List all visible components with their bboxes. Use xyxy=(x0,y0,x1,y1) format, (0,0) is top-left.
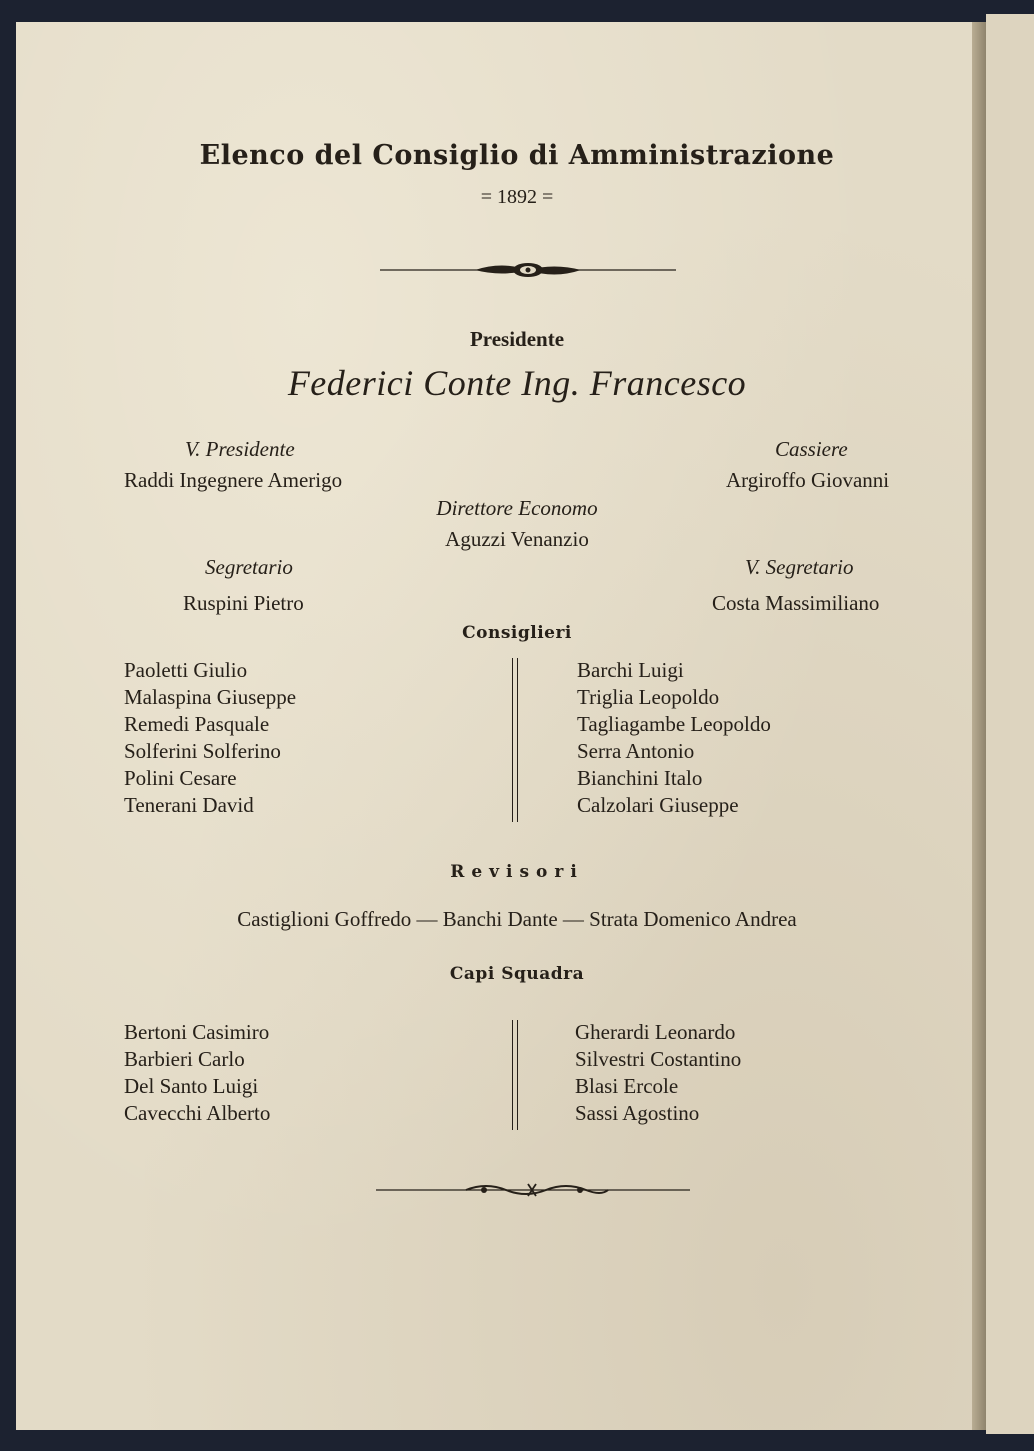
vice-presidente-label: V. Presidente xyxy=(185,437,295,461)
segretario-name: Ruspini Pietro xyxy=(183,591,304,615)
list-item: Blasi Ercole xyxy=(575,1074,679,1098)
capi-squadra-left-list xyxy=(124,1019,270,1127)
revisori-names: Castiglioni Goffredo — Banchi Dante — Strata Domenico Andrea xyxy=(237,907,797,931)
list-item: Del Santo Luigi xyxy=(124,1074,259,1098)
ornament-divider-top xyxy=(380,258,676,282)
column-divider xyxy=(517,1020,518,1130)
list-item: Sassi Agostino xyxy=(575,1101,700,1125)
list-item: Serra Antonio xyxy=(577,739,695,763)
list-item: Bianchini Italo xyxy=(577,766,703,790)
direttore-label: Direttore Economo xyxy=(436,496,598,520)
column-divider xyxy=(512,658,513,822)
vice-presidente-name: Raddi Ingegnere Amerigo xyxy=(124,468,343,492)
list-item: Calzolari Giuseppe xyxy=(577,793,739,817)
list-item: Cavecchi Alberto xyxy=(124,1101,271,1125)
consiglieri-left-list xyxy=(124,657,296,819)
facing-page-edge xyxy=(986,14,1034,1434)
revisori-heading: Revisori xyxy=(450,862,584,882)
list-item: Triglia Leopoldo xyxy=(577,685,720,709)
column-divider xyxy=(512,1020,513,1130)
list-item: Barbieri Carlo xyxy=(124,1047,245,1071)
presidente-name: Federici Conte Ing. Francesco xyxy=(287,363,747,403)
column-divider xyxy=(517,658,518,822)
document-title: Elenco del Consiglio di Amministrazione xyxy=(199,140,835,171)
document-year: = 1892 = xyxy=(480,186,554,208)
list-item: Paoletti Giulio xyxy=(124,658,248,682)
vice-segretario-label: V. Segretario xyxy=(745,555,854,579)
list-item: Remedi Pasquale xyxy=(124,712,270,736)
list-item: Polini Cesare xyxy=(124,766,237,790)
list-item: Gherardi Leonardo xyxy=(575,1020,736,1044)
cassiere-label: Cassiere xyxy=(775,437,848,461)
list-item: Barchi Luigi xyxy=(577,658,684,682)
direttore-name: Aguzzi Venanzio xyxy=(445,527,589,551)
consiglieri-right-list xyxy=(577,657,771,819)
list-item: Solferini Solferino xyxy=(124,739,281,763)
cassiere-name: Argiroffo Giovanni xyxy=(726,468,890,492)
list-item: Tenerani David xyxy=(124,793,254,817)
vice-segretario-name: Costa Massimiliano xyxy=(712,591,880,615)
segretario-label: Segretario xyxy=(205,555,293,579)
list-item: Bertoni Casimiro xyxy=(124,1020,270,1044)
list-item: Silvestri Costantino xyxy=(575,1047,742,1071)
ornament-divider-bottom xyxy=(376,1180,690,1200)
capi-squadra-heading: Capi Squadra xyxy=(449,964,585,984)
list-item: Tagliagambe Leopoldo xyxy=(577,712,771,736)
capi-squadra-right-list xyxy=(575,1019,741,1127)
list-item: Malaspina Giuseppe xyxy=(124,685,297,709)
presidente-label: Presidente xyxy=(469,327,565,351)
book-spine xyxy=(972,22,986,1430)
consiglieri-heading: Consiglieri xyxy=(462,623,572,643)
